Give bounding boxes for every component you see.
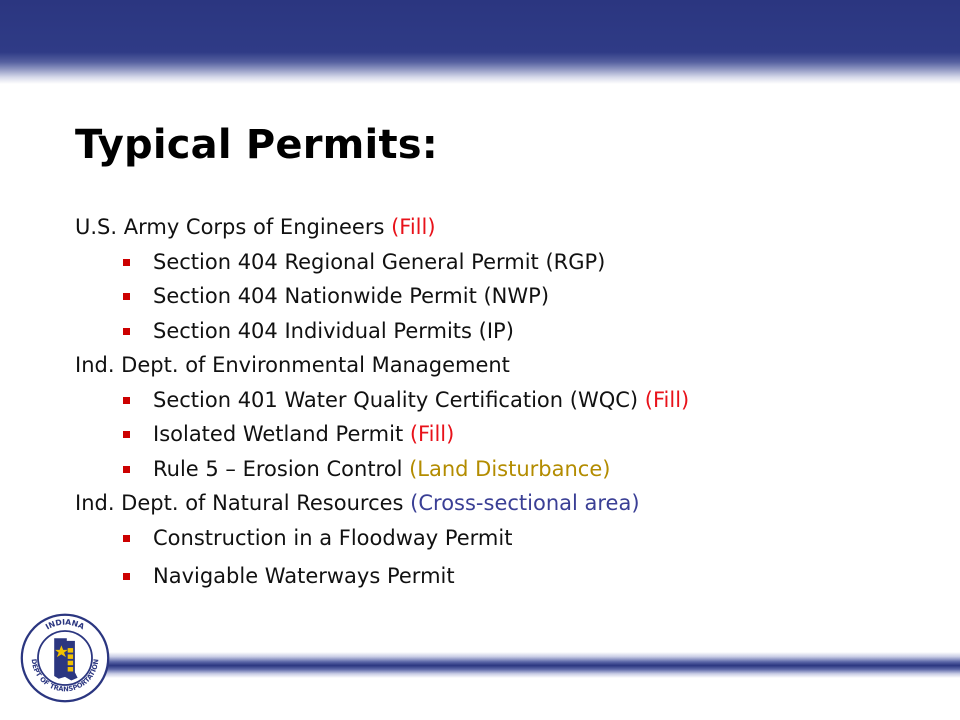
line-text: Section 404 Individual Permits (IP): [153, 318, 514, 343]
bullet-icon: [123, 535, 130, 542]
permit-item: [75, 279, 935, 314]
fill-note: (Fill): [391, 215, 436, 239]
bullet-icon: [123, 328, 130, 335]
indot-seal-logo: [20, 613, 110, 703]
bullet-icon: [123, 573, 130, 580]
land-disturbance-note: (Land Disturbance): [409, 456, 611, 481]
permit-item: [75, 245, 935, 280]
line-text: Ind. Dept. of Environmental Management: [75, 353, 510, 377]
agency-line-idem: [75, 348, 935, 383]
line-text: U.S. Army Corps of Engineers: [75, 215, 392, 239]
seal-ring-text: INDIANA: [43, 617, 86, 632]
seal-ring-text-bottom: DEPT OF TRANSPORTATION: [29, 658, 101, 694]
permit-item: [75, 417, 935, 452]
bullet-icon: [123, 466, 130, 473]
line-text: Section 404 Nationwide Permit (NWP): [153, 284, 550, 308]
line-text: Navigable Waterways Permit: [153, 564, 455, 588]
bullet-icon: [123, 397, 130, 404]
line-text: Isolated Wetland Permit: [153, 422, 410, 446]
line-text: Ind. Dept. of Natural Resources: [75, 491, 411, 515]
indiana-state-icon: [54, 638, 77, 680]
bullet-icon: [123, 259, 130, 266]
agency-line-idnr: [75, 486, 935, 521]
permit-item: [75, 559, 935, 594]
top-banner: [0, 0, 960, 84]
seal-letter-block: [68, 654, 73, 659]
fill-note: (Fill): [409, 422, 455, 446]
bullet-icon: [123, 293, 130, 300]
line-text: Construction in a Floodway Permit: [153, 525, 513, 550]
bullet-icon: [123, 431, 130, 438]
line-text: Rule 5 – Erosion Control: [153, 456, 410, 481]
permit-item: [75, 383, 935, 418]
slide-title: Typical Permits:: [75, 122, 438, 168]
bottom-bar: [95, 652, 960, 678]
line-text: Section 401 Water Quality Certification (WQC): [153, 387, 645, 412]
seal-letter-block: [68, 648, 73, 653]
permit-list: [75, 210, 935, 594]
seal-letter-block: [68, 661, 73, 666]
cross-sectional-note: (Cross-sectional area): [410, 491, 640, 515]
permit-item: [75, 521, 935, 556]
seal-letter-block: [68, 667, 73, 672]
permit-item: [75, 452, 935, 487]
fill-note: (Fill): [644, 387, 690, 412]
agency-line-army-corps: [75, 210, 935, 245]
permit-item: [75, 314, 935, 349]
line-text: Section 404 Regional General Permit (RGP): [153, 249, 606, 274]
